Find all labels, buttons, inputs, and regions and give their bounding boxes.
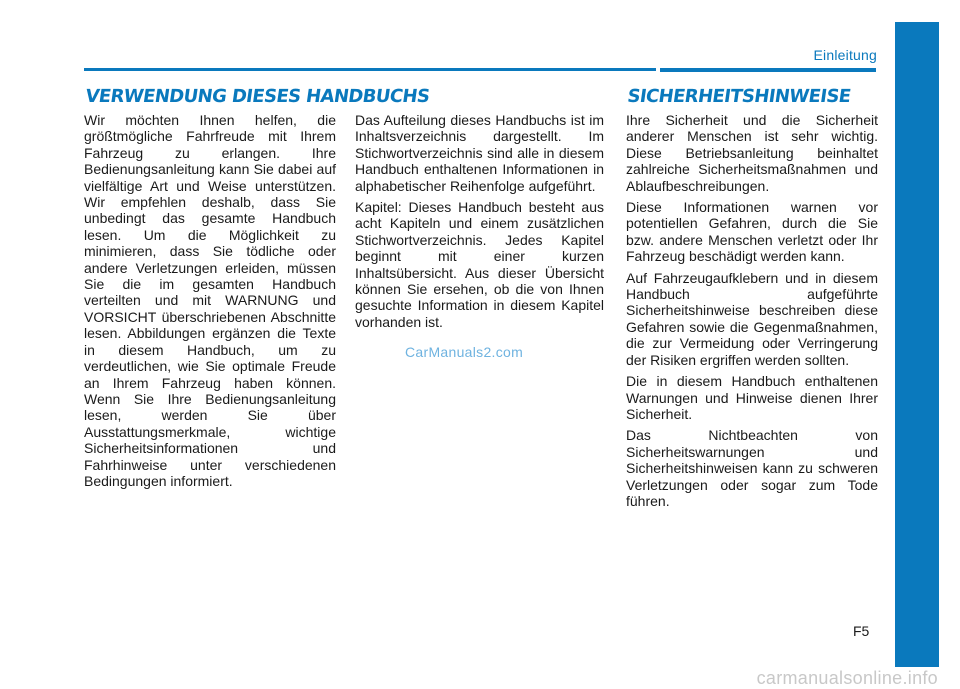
watermark-carmanuals: CarManuals2.com xyxy=(405,344,524,360)
heading-handbook-usage: VERWENDUNG DIESES HANDBUCHS xyxy=(84,86,431,107)
watermark-carmanualsonline: carmanualsonline.info xyxy=(756,668,938,688)
paragraph: Wir möchten Ihnen helfen, die größtmögliche Fahrfreude mit Ihrem Fahrzeug zu erlangen. Ihre Bedienungsanleitung kann Sie dabei auf vielfältige Art und Weise unterstützen. Wir empfehlen deshalb, dass Sie unbedingt das gesamte Handbuch lesen. Um die Möglichkeit zu minimieren, dass Sie tödliche oder andere Verletzungen erleiden, müssen Sie die im gesamten Handbuch verteilten und mit WARNUNG und VORSICHT überschriebenen Abschnitte lesen. Abbildungen ergänzen die Texte in diesem Handbuch, um zu verdeutlichen, wie Sie optimale Freude an Ihrem Fahrzeug haben können. Wenn Sie Ihre Bedienungsanleitung lesen, werden Sie über Ausstattungsmerkmale, wichtige Sicherheitsinformationen und Fahrhinweise unter verschiedenen Bedingungen informiert. xyxy=(84,112,336,489)
header-rule-right xyxy=(660,68,876,72)
text-column-2 xyxy=(355,112,604,335)
paragraph: Die in diesem Handbuch enthaltenen Warnungen und Hinweise dienen Ihrer Sicherheit. xyxy=(626,373,878,422)
paragraph: Das Nichtbeachten von Sicherheitswarnungen und Sicherheitshinweisen kann zu schweren Verletzungen oder sogar zum Tode führen. xyxy=(626,427,878,509)
paragraph: Diese Informationen warnen vor potentiellen Gefahren, durch die Sie bzw. andere Menschen verletzt oder Ihr Fahrzeug beschädigt werden kann. xyxy=(626,199,878,265)
text-column-3 xyxy=(626,112,878,514)
header-rule-left xyxy=(84,68,656,71)
page-number: F5 xyxy=(853,623,870,639)
paragraph: Kapitel: Dieses Handbuch besteht aus acht Kapiteln und einem zusätzlichen Stichwortverzeichnis. Jedes Kapitel beginnt mit einer kurzen Inhaltsübersicht. Aus dieser Übersicht können Sie ersehen, ob die von Ihnen gesuchte Information in diesem Kapitel vorhanden ist. xyxy=(355,199,604,330)
chapter-side-tab xyxy=(895,22,939,667)
paragraph: Ihre Sicherheit und die Sicherheit anderer Menschen ist sehr wichtig. Diese Betriebsanleitung beinhaltet zahlreiche Sicherheitsmaßnahmen und Ablaufbeschreibungen. xyxy=(626,112,878,194)
paragraph: Auf Fahrzeugaufklebern und in diesem Handbuch aufgeführte Sicherheitshinweise beschreiben diese Gefahren sowie die Gegenmaßnahmen, die zur Vermeidung oder Verringerung der Risiken ergriffen werden sollten. xyxy=(626,269,878,368)
text-column-1 xyxy=(84,112,336,494)
heading-safety-notes: SICHERHEITSHINWEISE xyxy=(626,86,852,107)
paragraph: Das Aufteilung dieses Handbuchs ist im Inhaltsverzeichnis dargestellt. Im Stichwortverzeichnis sind alle in diesem Handbuch enthaltenen Informationen in alphabetischer Reihenfolge aufgeführt. xyxy=(355,112,604,194)
section-label: Einleitung xyxy=(813,47,877,63)
